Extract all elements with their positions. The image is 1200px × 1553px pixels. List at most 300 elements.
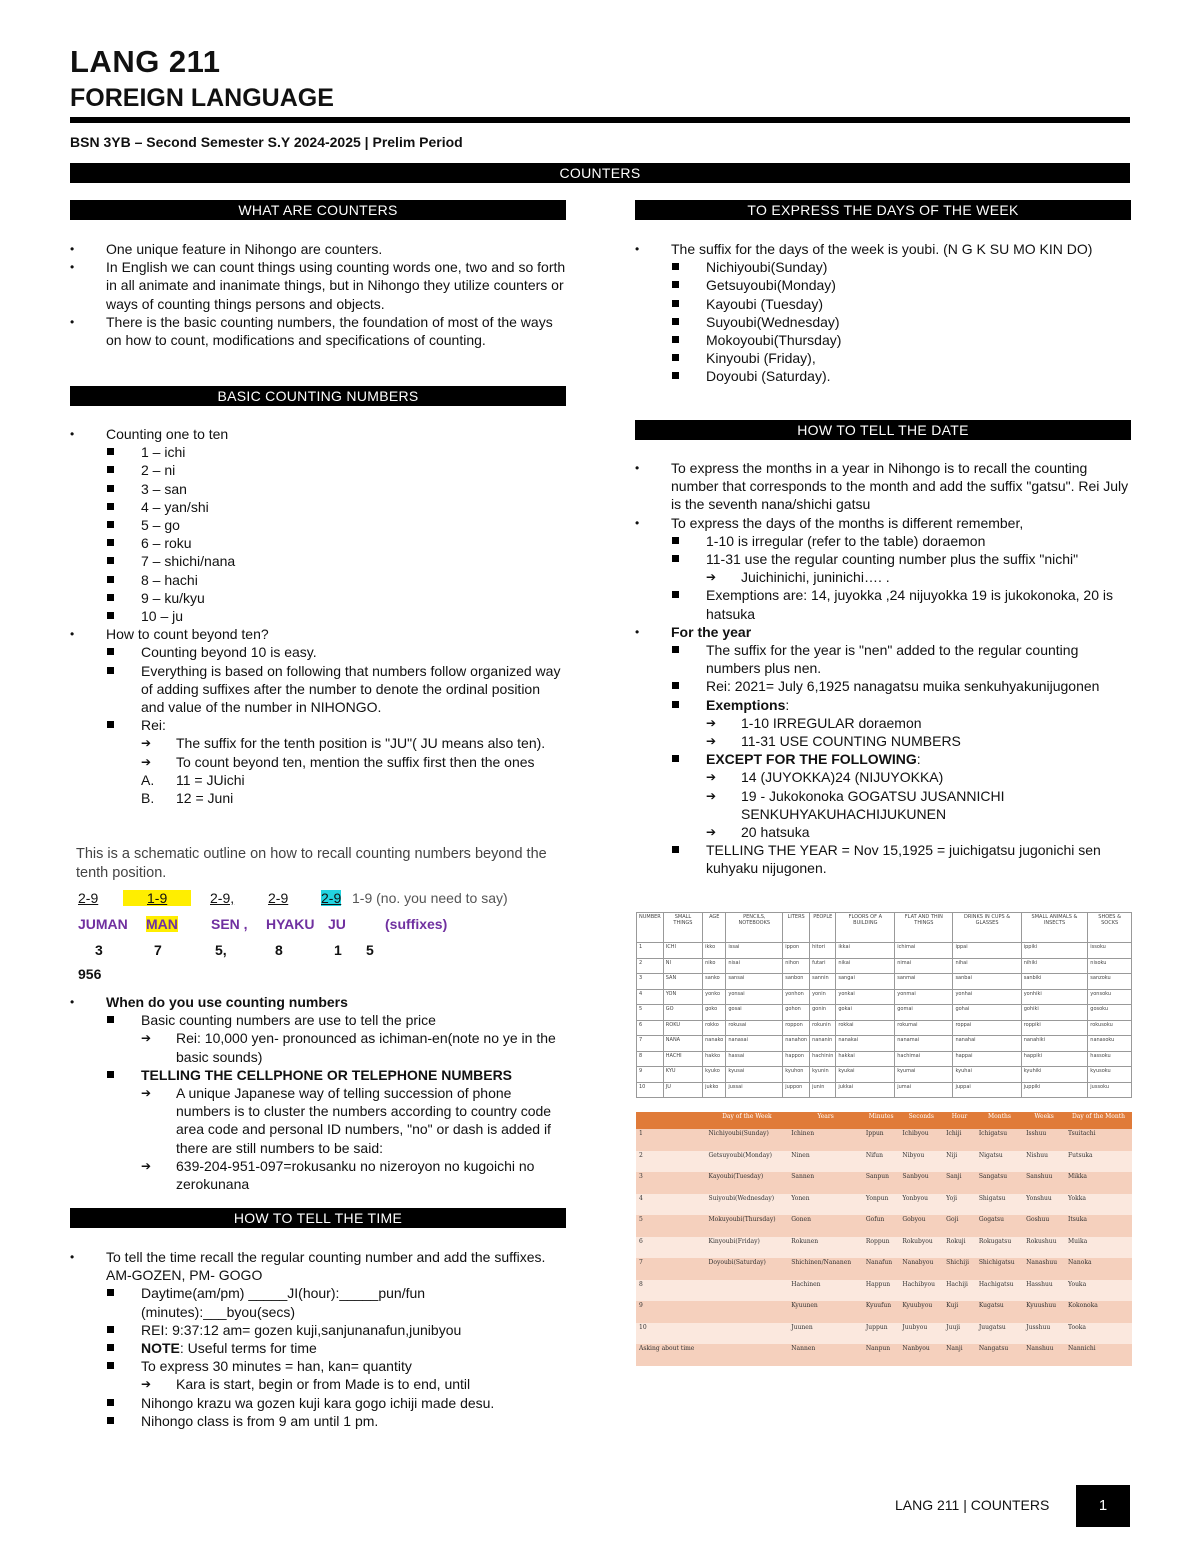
table-cell: Nanshuu [1023,1344,1065,1366]
table-cell: junin [810,1082,836,1098]
table-cell: nihai [953,958,1021,974]
table-cell: 5 [637,1005,664,1021]
table-row [636,1301,1132,1323]
table-cell: nanamai [895,1036,953,1052]
table-row [637,1051,1132,1067]
table-header-row [637,913,1132,943]
counter-table [636,912,1132,1098]
schematic-caption: This is a schematic outline on how to recall counting numbers beyond the tenth position. [76,846,547,881]
list-item: EXCEPT FOR THE FOLLOWING: [635,750,1131,768]
table-cell: Hachiji [943,1280,976,1302]
table-cell: kyuhiki [1021,1067,1088,1083]
table-cell: KYU [663,1067,702,1083]
table-cell: roppon [783,1020,810,1036]
basic-counting-heading: BASIC COUNTING NUMBERS [70,386,566,406]
list-item: 1-10 is irregular (refer to the table) doraemon [635,532,1131,550]
course-meta: BSN 3YB – Second Semester S.Y 2024-2025 | Prelim Period [70,134,463,150]
main-title-bar: COUNTERS [70,163,1130,183]
table-cell: kyuko [703,1067,726,1083]
list-item: • For the year [635,623,1131,641]
table-cell: Yokka [1065,1194,1132,1216]
number-item: 2 – ni [70,461,566,479]
days-heading: TO EXPRESS THE DAYS OF THE WEEK [635,200,1131,220]
table-cell: Shigatsu [976,1194,1023,1216]
table-cell: gokai [836,1005,895,1021]
list-item: Exemptions are: 14, juyokka ,24 nijuyokka 19 is jukokonoka, 20 is hatsuka [635,586,1131,622]
table-row [636,1172,1132,1194]
counting-label: • Counting one to ten [70,425,566,443]
table-cell: futari [810,958,836,974]
table-cell: issoku [1088,943,1132,959]
table-cell: rokkai [836,1020,895,1036]
table-cell: Rokugatsu [976,1237,1023,1259]
table-cell: sannin [810,974,836,990]
when-list [70,993,566,1193]
time-heading: HOW TO TELL THE TIME [70,1208,566,1228]
table-cell: ippiki [1021,943,1088,959]
list-item: ➔ Rei: 10,000 yen- pronounced as ichiman-en(note no ye in the basic sounds) [70,1029,566,1065]
list-item: ➔ A unique Japanese way of telling succession of phone numbers is to cluster the numbers according to country code area code and personal ID numbers, "no" or dash is added if there are still numbers to be said: [70,1084,566,1157]
table-cell: gosoku [1088,1005,1132,1021]
table-cell: kyuhai [953,1067,1021,1083]
table-cell: Goji [943,1215,976,1237]
list-item: ➔ 20 hatsuka [635,823,1131,841]
table-cell: 10 [637,1082,664,1098]
table-header-cell: Seconds [899,1112,943,1129]
table-cell: nihon [783,958,810,974]
table-cell: jukkai [836,1082,895,1098]
table-cell [706,1344,789,1366]
table-cell: rokko [703,1020,726,1036]
table-header-cell: DRINKS IN CUPS & GLASSES [953,913,1021,943]
table-cell: nanasoku [1088,1036,1132,1052]
table-cell: Nibyou [899,1151,943,1173]
number-item: 1 – ichi [70,443,566,461]
table-cell: rokunin [810,1020,836,1036]
table-cell: nanahiki [1021,1036,1088,1052]
list-item: • To express the months in a year in Nihongo is to recall the counting number that corresponds to the month and add the suffix "gatsu". Rei July is the seventh nana/shichi gatsu [635,459,1131,514]
table-cell: juppai [953,1082,1021,1098]
table-cell: Nanafun [863,1258,899,1280]
table-cell: Roppun [863,1237,899,1259]
table-cell: NANA [663,1036,702,1052]
table-cell: 1 [636,1129,706,1151]
table-header-cell: Day of the Month [1065,1112,1132,1129]
table-cell: hakko [703,1051,726,1067]
number-item: 8 – hachi [70,571,566,589]
table-cell: nihiki [1021,958,1088,974]
list-item: • The suffix for the days of the week is youbi. (N G K SU MO KIN DO) [635,240,1131,258]
table-cell: Juppun [863,1323,899,1345]
table-cell: nanahai [953,1036,1021,1052]
table-cell: GO [663,1005,702,1021]
table-cell: Gonen [788,1215,863,1237]
table-cell: Rokuji [943,1237,976,1259]
day-item: Kayoubi (Tuesday) [635,295,1131,313]
table-cell: gosai [726,1005,783,1021]
table-header-cell: FLAT AND THIN THINGS [895,913,953,943]
table-row [637,1005,1132,1021]
table-cell: niko [703,958,726,974]
table-cell: ikko [703,943,726,959]
table-cell: 7 [637,1036,664,1052]
digit-label: 3 [95,942,103,958]
table-cell: 9 [636,1301,706,1323]
list-item: REI: 9:37:12 am= gozen kuji,sanjunanafun,junibyou [70,1321,566,1339]
table-row [637,1082,1132,1098]
table-cell: sanbon [783,974,810,990]
table-cell: Nanabyou [899,1258,943,1280]
table-cell: Ninen [788,1151,863,1173]
table-cell: Itsuka [1065,1215,1132,1237]
table-cell: Juunen [788,1323,863,1345]
list-item: The suffix for the year is "nen" added to the regular counting numbers plus nen. [635,641,1131,677]
table-cell: Shichiji [943,1258,976,1280]
table-cell: Niji [943,1151,976,1173]
table-cell: hassai [726,1051,783,1067]
suffix-label: SEN , [211,916,248,932]
example-item: A. 11 = JUichi [141,771,245,788]
table-cell: juppon [783,1082,810,1098]
table-cell: nisai [726,958,783,974]
table-cell: nanakai [836,1036,895,1052]
table-row [636,1258,1132,1280]
list-item: • One unique feature in Nihongo are counters. [70,240,566,258]
day-item: Nichiyoubi(Sunday) [635,258,1131,276]
table-cell: Isshuu [1023,1129,1065,1151]
table-header-cell [636,1112,706,1129]
table-cell: Kyuushuu [1023,1301,1065,1323]
table-cell: Kinyoubi(Friday) [706,1237,789,1259]
list-item: • There is the basic counting numbers, the foundation of most of the ways on how to count, modifications and specifications of counting. [70,313,566,349]
number-item: 5 – go [70,516,566,534]
basic-list [70,425,566,807]
table-cell: Mikka [1065,1172,1132,1194]
table-cell: Suiyoubi(Wednesday) [706,1194,789,1216]
table-cell: Nishuu [1023,1151,1065,1173]
table-cell: Juugatsu [976,1323,1023,1345]
table-cell: Nichiyoubi(Sunday) [706,1129,789,1151]
time-list [70,1248,566,1430]
list-item: ➔ 19 - Jukokonoka GOGATSU JUSANNICHI SENKUHYAKUHACHIJUKUNEN [635,787,1131,823]
table-cell [706,1280,789,1302]
number-item: 6 – roku [70,534,566,552]
table-cell: Nanpun [863,1344,899,1366]
table-cell: happai [953,1051,1021,1067]
table-cell: Nanji [943,1344,976,1366]
list-item: ➔ 639-204-951-097=rokusanku no nizeroyon no kugoichi no zerokunana [70,1157,566,1193]
digit-label: 1 [334,942,342,958]
table-cell: Sannen [788,1172,863,1194]
table-cell: roppai [953,1020,1021,1036]
table-row [637,958,1132,974]
table-cell: Rokunen [788,1237,863,1259]
table-row [637,974,1132,990]
table-cell: Futsuka [1065,1151,1132,1173]
table-cell: Kugatsu [976,1301,1023,1323]
table-cell: 3 [636,1172,706,1194]
table-header-cell: FLOORS OF A BUILDING [836,913,895,943]
table-cell: 1 [637,943,664,959]
table-cell: nisoku [1088,958,1132,974]
table-cell: Yonen [788,1194,863,1216]
list-item: ➔ Juichinichi, juninichi…. . [635,568,1131,586]
table-cell: kyumai [895,1067,953,1083]
table-cell [706,1301,789,1323]
table-cell: ikkai [836,943,895,959]
list-item: Everything is based on following that numbers follow organized way of adding suffixes after the number to denote the ordinal position and value of the number in NIHONGO. [70,662,566,717]
number-item: 7 – shichi/nana [70,552,566,570]
table-cell: yonsai [726,989,783,1005]
table-row [636,1237,1132,1259]
table-cell: Kayoubi(Tuesday) [706,1172,789,1194]
table-header-cell: Hour [943,1112,976,1129]
beyond-label: • How to count beyond ten? [70,625,566,643]
table-cell: Kyuubyou [899,1301,943,1323]
table-header-cell: Weeks [1023,1112,1065,1129]
table-cell: ICHI [663,943,702,959]
digit-label: 5, [215,942,227,958]
what-are-counters-heading: WHAT ARE COUNTERS [70,200,566,220]
course-code: LANG 211 [70,44,221,79]
table-cell: Gobyou [899,1215,943,1237]
table-cell: Tsuitachi [1065,1129,1132,1151]
table-cell: Mokuyoubi(Thursday) [706,1215,789,1237]
table-cell: Nifun [863,1151,899,1173]
table-cell: rokusoku [1088,1020,1132,1036]
digit-label: 7 [154,942,162,958]
table-cell: 4 [637,989,664,1005]
table-cell: yonko [703,989,726,1005]
table-cell: hassoku [1088,1051,1132,1067]
list-item: • To tell the time recall the regular counting number and add the suffixes. AM-GOZEN, PM- GOGO [70,1248,566,1284]
table-cell: yonsoku [1088,989,1132,1005]
table-cell: Rokushuu [1023,1237,1065,1259]
number-item: 3 – san [70,480,566,498]
list-item: TELLING THE CELLPHONE OR TELEPHONE NUMBERS [70,1066,566,1084]
table-cell: nananin [810,1036,836,1052]
table-cell: Yonshuu [1023,1194,1065,1216]
table-cell: Kuji [943,1301,976,1323]
list-item: • To express the days of the months is different remember, [635,514,1131,532]
table-header-cell: Months [976,1112,1023,1129]
table-cell: nanahon [783,1036,810,1052]
table-cell: Sanbyou [899,1172,943,1194]
range-label: 2-9, [210,890,235,906]
range-label: 2-9 [268,890,289,906]
table-cell: nimai [895,958,953,974]
table-cell: Yoji [943,1194,976,1216]
range-label: 1-9 [123,890,191,906]
table-header-cell: AGE [703,913,726,943]
table-cell: Nannen [788,1344,863,1366]
table-cell: happiki [1021,1051,1088,1067]
day-item: Mokoyoubi(Thursday) [635,331,1131,349]
day-item: Suyoubi(Wednesday) [635,313,1131,331]
day-item: Doyoubi (Saturday). [635,367,1131,385]
list-item: Nihongo krazu wa gozen kuji kara gogo ichiji made desu. [70,1394,566,1412]
suffix-label: JUMAN [78,916,128,932]
table-cell: Ichinen [788,1129,863,1151]
table-cell: 6 [637,1020,664,1036]
suffix-label: HYAKU [266,916,315,932]
table-cell: Hachigatsu [976,1280,1023,1302]
table-cell: rokumai [895,1020,953,1036]
table-cell: Gofun [863,1215,899,1237]
table-cell: yonin [810,989,836,1005]
table-cell: gomai [895,1005,953,1021]
table-cell: kyukai [836,1067,895,1083]
range-label: 1-9 (no. you need to say) [352,890,508,906]
table-cell: hitori [810,943,836,959]
table-cell: Yonbyou [899,1194,943,1216]
digit-label: 5 [366,942,374,958]
date-list [635,459,1131,878]
table-cell: jussai [726,1082,783,1098]
table-cell: nanako [703,1036,726,1052]
table-cell: sanbai [953,974,1021,990]
table-cell: Kyuunen [788,1301,863,1323]
table-cell: Nangatsu [976,1344,1023,1366]
table-cell: Shichinen/Nananen [788,1258,863,1280]
table-header-row [636,1112,1132,1129]
table-cell: hachinin [810,1051,836,1067]
table-cell: gohiki [1021,1005,1088,1021]
table-header-cell: Years [788,1112,863,1129]
list-item: Exemptions: [635,696,1131,714]
list-item: Rei: 2021= July 6,1925 nanagatsu muika senkuhyakunijugonen [635,677,1131,695]
table-header-cell: Minutes [863,1112,899,1129]
list-item: ➔ Kara is start, begin or from Made is to end, until [70,1375,566,1393]
table-row [637,1036,1132,1052]
table-cell: 9 [637,1067,664,1083]
table-row [637,943,1132,959]
table-cell: Muika [1065,1237,1132,1259]
table-cell: 2 [637,958,664,974]
date-heading: HOW TO TELL THE DATE [635,420,1131,440]
table-cell: yonhiki [1021,989,1088,1005]
list-item: Daytime(am/pm) _____JI(hour):_____pun/fun (minutes):___byou(secs) [70,1284,566,1320]
table-cell: Sanshuu [1023,1172,1065,1194]
table-cell: Gogatsu [976,1215,1023,1237]
table-cell: kyunin [810,1067,836,1083]
table-cell: ippai [953,943,1021,959]
table-cell: Nanbyou [899,1344,943,1366]
table-row [636,1280,1132,1302]
table-cell: hachimai [895,1051,953,1067]
table-cell: Kyuufun [863,1301,899,1323]
table-cell: Hachibyou [899,1280,943,1302]
table-header-cell: PENCILS, NOTEBOOKS [726,913,783,943]
table-cell: Doyoubi(Saturday) [706,1258,789,1280]
example-item: B. 12 = Juni [141,790,234,807]
table-cell: Yonpun [863,1194,899,1216]
table-cell: NI [663,958,702,974]
table-row [636,1194,1132,1216]
table-cell: Hasshuu [1023,1280,1065,1302]
table-cell: issai [726,943,783,959]
table-header-cell: Day of the Week [706,1112,789,1129]
table-cell: HACHI [663,1051,702,1067]
table-cell: Happun [863,1280,899,1302]
table-cell: 4 [636,1194,706,1216]
table-row [636,1344,1132,1366]
list-item: ➔ 14 (JUYOKKA)24 (NIJUYOKKA) [635,768,1131,786]
list-item: Basic counting numbers are use to tell the price [70,1011,566,1029]
table-cell: Ippun [863,1129,899,1151]
table-cell: SAN [663,974,702,990]
header-rule [70,117,1130,123]
range-label: 2-9 [321,890,342,906]
table-cell [706,1323,789,1345]
table-cell: rokusai [726,1020,783,1036]
table-cell: gohai [953,1005,1021,1021]
table-cell: YON [663,989,702,1005]
table-cell: Youka [1065,1280,1132,1302]
table-row [636,1323,1132,1345]
table-cell: yonkai [836,989,895,1005]
table-cell: Nannichi [1065,1344,1132,1366]
table-cell: juppiki [1021,1082,1088,1098]
range-label: 2-9 [78,890,99,906]
table-cell: Asking about time [636,1344,706,1366]
list-item: NOTE: Useful terms for time [70,1339,566,1357]
table-cell: Sanpun [863,1172,899,1194]
table-cell: Nanashuu [1023,1258,1065,1280]
table-cell: ippon [783,943,810,959]
list-item: ➔ 11-31 USE COUNTING NUMBERS [635,732,1131,750]
table-cell: Getsuyoubi(Monday) [706,1151,789,1173]
table-cell: Goshuu [1023,1215,1065,1237]
table-header-cell: SMALL ANIMALS & INSECTS [1021,913,1088,943]
footer-label: LANG 211 | COUNTERS [895,1497,1050,1513]
list-item: ➔ To count beyond ten, mention the suffix first then the ones [70,753,566,771]
table-cell: kyuhon [783,1067,810,1083]
table-cell: 8 [637,1051,664,1067]
table-row [637,989,1132,1005]
table-cell: Nanoka [1065,1258,1132,1280]
table-cell: Juubyou [899,1323,943,1345]
table-cell: Ichibyou [899,1129,943,1151]
table-cell: 6 [636,1237,706,1259]
table-cell: Sanji [943,1172,976,1194]
table-header-cell: SHOES & SOCKS [1088,913,1132,943]
digit-label: 8 [275,942,283,958]
table-header-cell: LITERS [783,913,810,943]
page-number: 1 [1076,1485,1130,1527]
list-item: 11-31 use the regular counting number plus the suffix "nichi" [635,550,1131,568]
table-cell: Sangatsu [976,1172,1023,1194]
table-cell: sanmai [895,974,953,990]
table-header-cell: PEOPLE [810,913,836,943]
table-cell: JU [663,1082,702,1098]
table-row [636,1129,1132,1151]
list-item: TELLING THE YEAR = Nov 15,1925 = juichigatsu jugonichi sen kuhyaku nijugonen. [635,841,1131,877]
table-cell: Shichigatsu [976,1258,1023,1280]
number-item: 10 – ju [70,607,566,625]
table-cell: hakkai [836,1051,895,1067]
table-cell: sanzoku [1088,974,1132,990]
when-label: • When do you use counting numbers [70,993,566,1011]
table-cell: Tooka [1065,1323,1132,1345]
suffix-label: (suffixes) [385,916,448,932]
what-list [70,240,566,349]
table-cell: gohon [783,1005,810,1021]
list-item: ➔ 1-10 IRREGULAR doraemon [635,714,1131,732]
table-cell: gonin [810,1005,836,1021]
number-item: 9 – ku/kyu [70,589,566,607]
table-cell: 7 [636,1258,706,1280]
